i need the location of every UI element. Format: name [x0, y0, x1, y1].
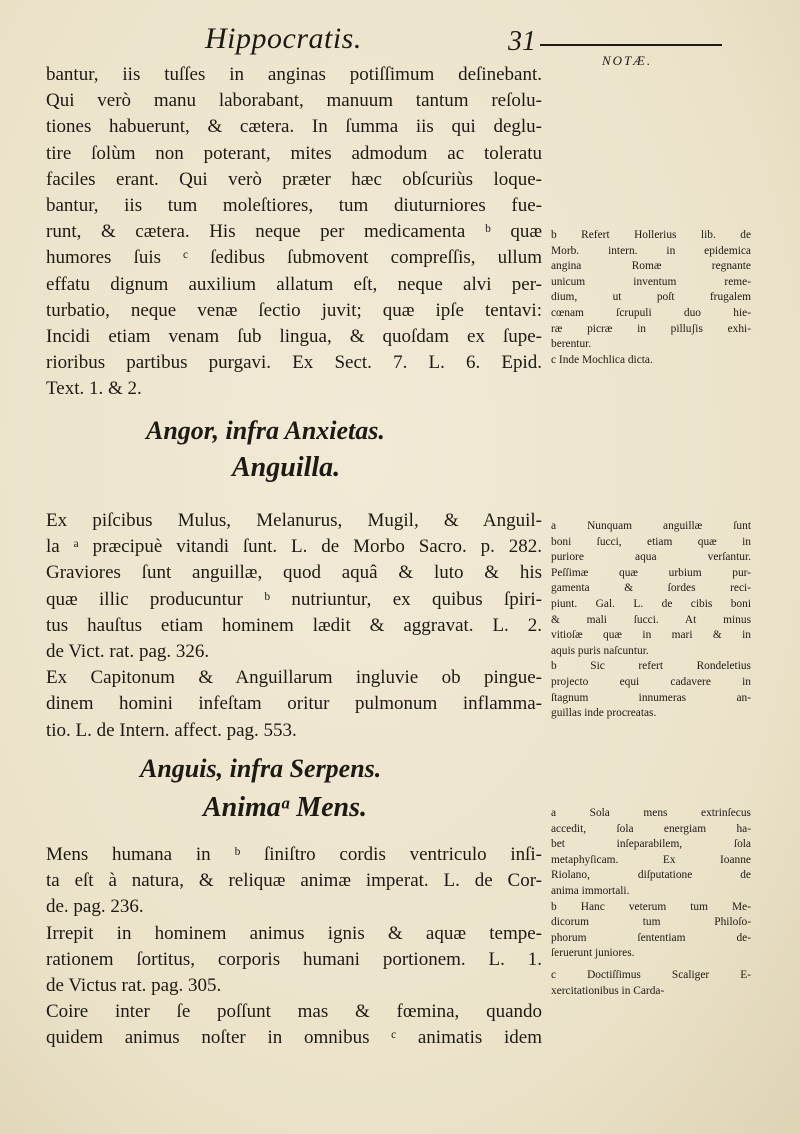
- note-line: dicorum tum Philoſo-: [551, 916, 751, 929]
- heading-angor: Angor, infra Anxietas.: [146, 416, 385, 445]
- text-line: de. pag. 236.: [46, 896, 144, 918]
- text-line: quidem animus noſter in omnibus ᶜ animatis idem: [46, 1027, 542, 1049]
- note-line: b Refert Hollerius lib. de: [551, 229, 751, 241]
- note-line: a Sola mens extrinſecus: [551, 807, 751, 819]
- text-line: Graviores ſunt anguillæ, quod aquâ & luto & his: [46, 562, 542, 584]
- text-line: Irrepit in hominem animus ignis & aquæ tempe-: [46, 922, 542, 944]
- note-line: boni ſucci, etiam quæ in: [551, 535, 751, 548]
- page-number: 31: [508, 26, 536, 57]
- notes-column-label: NOTÆ.: [602, 53, 653, 68]
- text-line: Mens humana in ᵇ ſiniſtro cordis ventriculo inſi-: [46, 844, 542, 865]
- main-text-block-2: [46, 508, 542, 744]
- note-line: dium, ut poſt frugalem: [551, 291, 751, 304]
- note-line: phorum ſententiam de-: [551, 931, 751, 944]
- note-line: anima immortali.: [551, 884, 630, 897]
- note-line: gamenta & ſordes reci-: [551, 582, 751, 595]
- main-text-block-3: [46, 842, 542, 1052]
- note-line: ræ picræ in pilluʃis exhi-: [551, 322, 751, 335]
- text-line: de Victus rat. pag. 305.: [46, 975, 222, 997]
- text-line: bantur, iis tum moleſtiores, tum diuturniores fue-: [46, 195, 542, 217]
- marginal-notes-3: [551, 806, 751, 999]
- text-line: Coire inter ſe poſſunt mas & fœmina, quando: [46, 1001, 542, 1023]
- text-line: humores ſuis ᶜ ſedibus ſubmovent compreſſis, ullum: [46, 247, 542, 269]
- note-line: c Doctiſſimus Scaliger E-: [551, 968, 751, 981]
- note-line: puriore aqua verſantur.: [551, 551, 751, 564]
- note-line: projecto equi cadavere in: [551, 675, 751, 688]
- text-line: tus hauſtus etiam hominem lædit & aggravat. L. 2.: [46, 614, 542, 636]
- text-line: Ex piſcibus Mulus, Melanurus, Mugil, & Anguil-: [46, 510, 542, 531]
- note-line: unicum inventum reme-: [551, 275, 751, 288]
- text-line: runt, & cætera. His neque per medicamenta ᵇ quæ: [46, 221, 542, 243]
- text-line: rioribus partibus purgavi. Ex Sect. 7. L. 6. Epid.: [46, 352, 542, 374]
- text-line: faciles erant. Qui verò præter hæc obſcuriùs loque-: [46, 168, 542, 190]
- note-line: cœnam ſcrupuli duo hie-: [551, 306, 751, 319]
- note-line: angina Romæ regnante: [551, 260, 751, 273]
- note-line: & mali ſucci. At minus: [551, 613, 751, 626]
- text-line: rationem ſortitus, corporis humani portionem. L. 1.: [46, 948, 542, 970]
- note-line: xercitationibus in Carda-: [551, 984, 665, 997]
- note-line: ſeruerunt juniores.: [551, 947, 635, 960]
- text-line: ta eſt à natura, & reliquæ animæ imperat. L. de Cor-: [46, 870, 542, 892]
- header-rule: [540, 44, 722, 46]
- heading-anguis: Anguis, infra Serpens.: [140, 754, 382, 783]
- text-line: Ex Capitonum & Anguillarum ingluvie ob pingue-: [46, 667, 542, 689]
- note-line: berentur.: [551, 338, 592, 351]
- note-line: b Sic refert Rondeletius: [551, 660, 751, 673]
- note-line: vitioſæ quæ in mari & in: [551, 629, 751, 642]
- note-line: c Inde Mochlica dicta.: [551, 353, 653, 366]
- text-line: de Vict. rat. pag. 326.: [46, 641, 210, 663]
- note-line: Morb. intern. in epidemica: [551, 244, 751, 257]
- note-line: b Hanc veterum tum Me-: [551, 900, 751, 913]
- text-line: dinem homini infeſtam oritur pulmonum inflamma-: [46, 693, 542, 715]
- heading-anguilla: Anguilla.: [232, 452, 341, 483]
- note-line: accedit, ſola energiam ha-: [551, 822, 751, 835]
- text-line: Text. 1. & 2.: [46, 378, 142, 400]
- main-text-block-1: [46, 62, 542, 403]
- text-line: Incidi etiam venam ſub lingua, & quoſdam ex ſupe-: [46, 326, 542, 348]
- note-line: ſtagnum innumeras an-: [551, 691, 751, 704]
- text-line: Qui verò manu laborabant, manuum tantum reſolu-: [46, 90, 542, 112]
- text-line: la ᵃ præcipuè vitandi ſunt. L. de Morbo Sacro. p. 282.: [46, 536, 542, 558]
- note-line: a Nunquam anguillæ ſunt: [551, 520, 751, 532]
- heading-anima: Animaᵃ Mens.: [203, 792, 367, 823]
- running-head-title: Hippocratis.: [205, 22, 362, 55]
- text-line: turbatio, neque venæ ſectio juvit; quæ ipſe tentavi:: [46, 299, 542, 321]
- note-line: Peſſimæ quæ urbium pur-: [551, 566, 751, 579]
- note-line: Riolano, diſputatione de: [551, 869, 751, 882]
- text-line: bantur, iis tuſſes in anginas potiſſimum deſinebant.: [46, 64, 542, 85]
- note-line: metaphyſicam. Ex Ioanne: [551, 853, 751, 866]
- note-line: guillas inde procreatas.: [551, 707, 657, 720]
- note-line: piunt. Gal. L. de cibis boni: [551, 597, 751, 610]
- note-line: bet inſeparabilem, ſola: [551, 838, 751, 851]
- text-line: tire ſolùm non poterant, mites admodum ac toleratu: [46, 142, 542, 164]
- text-line: effatu dignum auxilium allatum eſt, neque alvi per-: [46, 273, 542, 295]
- marginal-notes-2: [551, 519, 751, 722]
- note-line: aquis puris naſcuntur.: [551, 644, 649, 657]
- text-line: quæ illic producuntur ᵇ nutriuntur, ex quibus ſpiri-: [46, 588, 542, 610]
- text-line: tio. L. de Intern. affect. pag. 553.: [46, 719, 297, 741]
- text-line: tiones habuerunt, & cætera. In ſumma iis qui deglu-: [46, 116, 542, 138]
- marginal-notes-1: [551, 228, 751, 368]
